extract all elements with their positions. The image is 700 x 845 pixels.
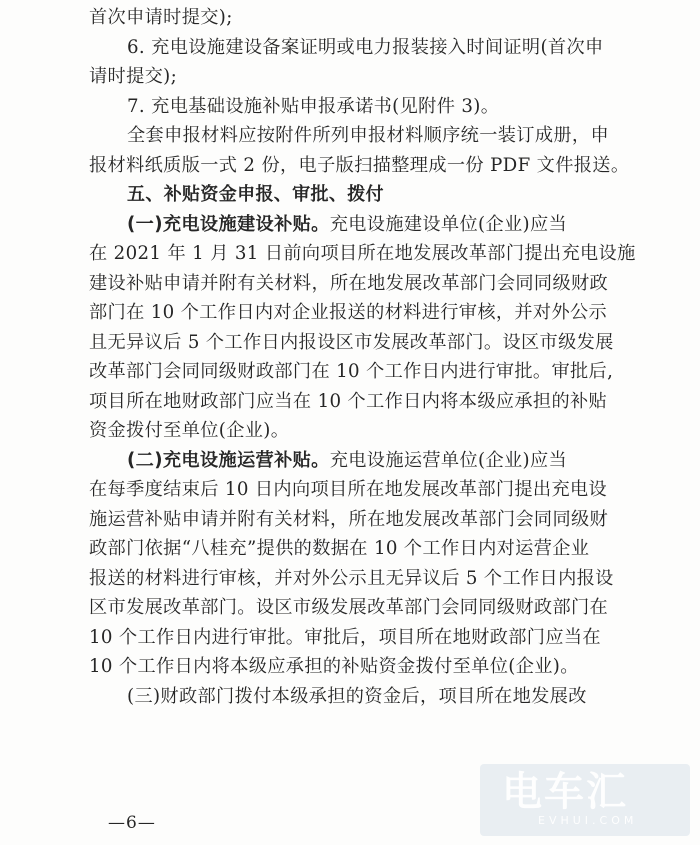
text-line: 报送的材料进行审核，并对外公示且无异议后 5 个工作日内报设 [89,567,614,589]
text-line: 全套申报材料应按附件所列申报材料顺序统一装订成册，申 [127,125,609,146]
text-line: 10 个工作日内将本级应承担的补贴资金拨付至单位(企业)。 [89,656,579,677]
text-line: 政部门依据“八桂充”提供的数据在 10 个工作日内对运营企业 [89,538,590,559]
text-span: 充电设施运营单位(企业)应当 [329,449,568,471]
watermark [480,764,690,836]
text-line: 项目所在地财政部门应当在 10 个工作日内将本级应承担的补贴 [89,390,608,412]
text-line: 区市发展改革部门。设区市级发展改革部门会同同级财政部门在 [89,597,609,618]
text-line: 10 个工作日内进行审批。审批后，项目所在地财政部门应当在 [89,626,601,648]
text-line: 请时提交); [89,66,178,87]
text-line: 资金拨付至单位(企业)。 [89,420,290,441]
text-line: 施运营补贴申请并附有关材料，所在地发展改革部门会同同级财 [89,508,609,530]
subsection-title: (二)充电设施运营补贴。 [127,449,330,471]
page-number: —6— [108,813,156,833]
text-line: 在 2021 年 1 月 31 日前向项目所在地发展改革部门提出充电设施 [89,243,636,264]
text-line: 建设补贴申请并附有关材料，所在地发展改革部门会同同级财政 [89,272,609,294]
text-line: 部门在 10 个工作日内对企业报送的材料进行审核，并对外公示 [89,302,608,323]
text-span: 充电设施建设单位(企业)应当 [329,213,568,235]
text-line: 报材料纸质版一式 2 份，电子版扫描整理成一份 PDF 文件报送。 [89,154,630,176]
text-line: 7. 充电基础设施补贴申报承诺书(见附件 3)。 [127,95,500,117]
text-line: 首次申请时提交); [89,7,233,28]
watermark-site: EVHUI.COM [538,814,638,827]
subsection-title: (一)充电设施建设补贴。 [127,213,330,235]
text-line [127,449,567,473]
text-line: 在每季度结束后 10 日内向项目所在地发展改革部门提出充电设 [89,479,608,500]
text-line: 且无异议后 5 个工作日内报设区市发展改革部门。设区市级发展 [89,331,614,353]
text-line: 6. 充电设施建设备案证明或电力报装接入时间证明(首次申 [127,36,604,58]
text-line: 改革部门会同同级财政部门在 10 个工作日内进行审批。审批后, [89,361,614,382]
section-heading: 五、补贴资金申报、审批、拨付 [127,184,384,205]
watermark-logo: 电车汇 [502,769,628,815]
text-line [127,213,567,237]
text-line: (三)财政部门拨付本级承担的资金后，项目所在地发展改 [127,685,587,707]
